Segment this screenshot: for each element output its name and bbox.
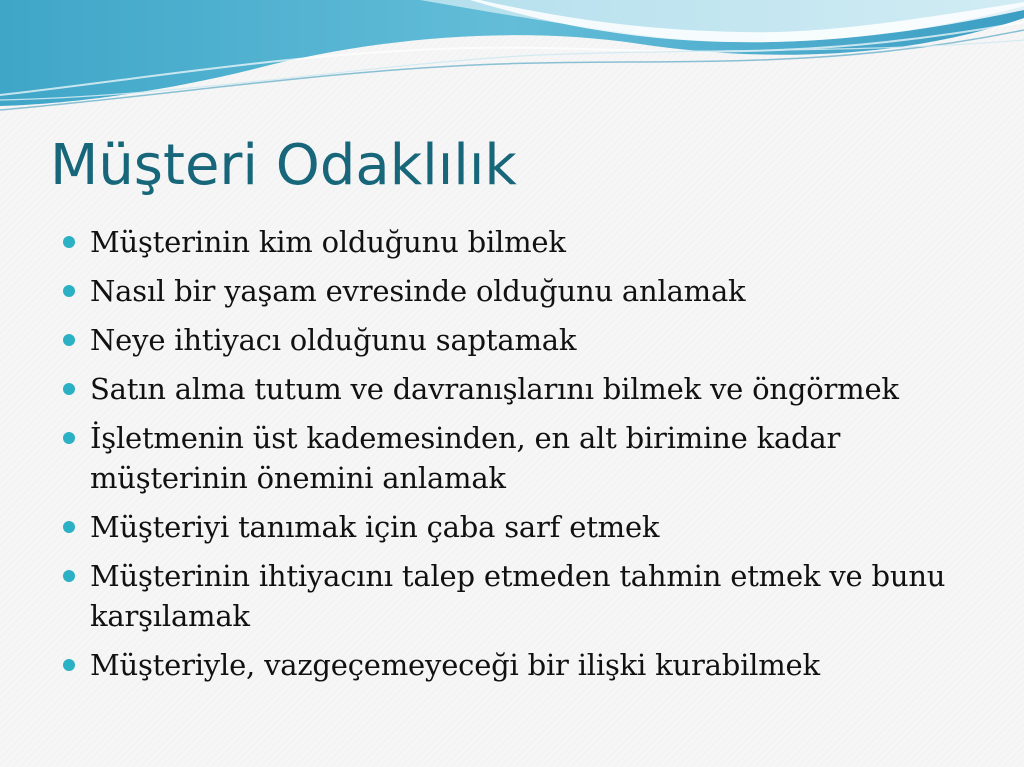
list-item-text: Müşteriyle, vazgeçemeyeceği bir ilişki kurabilmek (90, 648, 820, 682)
list-item (60, 271, 980, 311)
list-item (60, 418, 980, 498)
list-item (60, 645, 980, 685)
list-item (60, 507, 980, 547)
bullet-dot-icon (63, 285, 75, 297)
bullet-dot-icon (63, 236, 75, 248)
list-item-text: Müşterinin kim olduğunu bilmek (90, 225, 566, 259)
bullet-dot-icon (63, 383, 75, 395)
bullet-dot-icon (63, 432, 75, 444)
list-item-text: Satın alma tutum ve davranışlarını bilmek ve öngörmek (90, 372, 899, 406)
list-item-text: Müşterinin ihtiyacını talep etmeden tahmin etmek ve bunu karşılamak (90, 559, 946, 633)
bullet-dot-icon (63, 570, 75, 582)
list-item (60, 556, 980, 636)
wave-banner-icon (0, 0, 1024, 120)
list-item-text: İşletmenin üst kademesinden, en alt birimine kadar müşterinin önemini anlamak (90, 421, 841, 495)
list-item-text: Nasıl bir yaşam evresinde olduğunu anlamak (90, 274, 746, 308)
list-item (60, 369, 980, 409)
list-item (60, 222, 980, 262)
bullet-dot-icon (63, 334, 75, 346)
bullet-list (60, 222, 980, 694)
bullet-dot-icon (63, 521, 75, 533)
bullet-dot-icon (63, 659, 75, 671)
list-item-text: Müşteriyi tanımak için çaba sarf etmek (90, 510, 660, 544)
list-item (60, 320, 980, 360)
list-item-text: Neye ihtiyacı olduğunu saptamak (90, 323, 577, 357)
slide-title: Müşteri Odaklılık (50, 133, 517, 198)
